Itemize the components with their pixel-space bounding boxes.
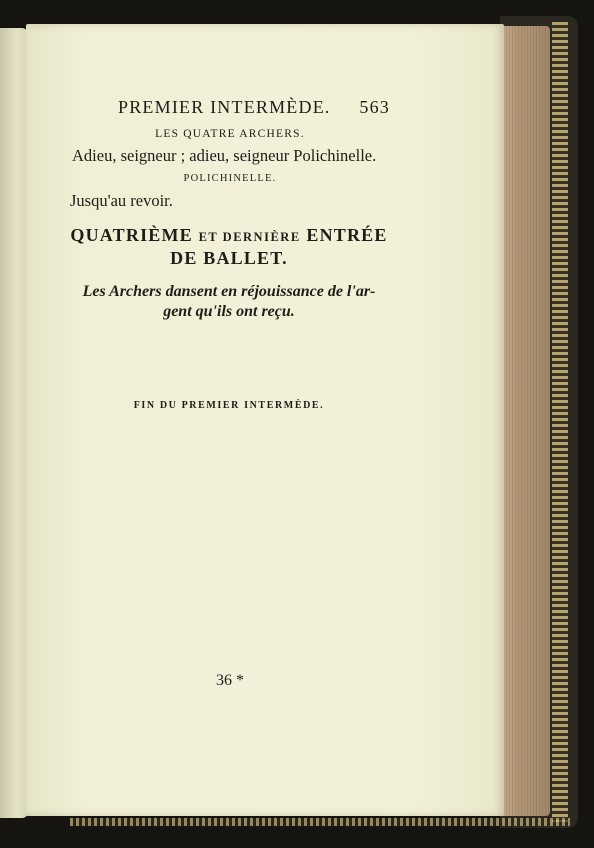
section-title-line-2: DE BALLET.: [170, 248, 288, 268]
dialogue-line: Adieu, seigneur ; adieu, seigneur Polichinelle.: [72, 146, 377, 165]
speaker-name: POLICHINELLE.: [183, 173, 277, 184]
cover-decoration-bottom: [70, 818, 570, 826]
section-title-word: ENTRÉE: [306, 225, 388, 245]
stage-direction-line: gent qu'ils ont reçu.: [163, 303, 295, 320]
end-of-act-note: FIN DU PREMIER INTERMÈDE.: [133, 400, 325, 411]
speaker-name: LES QUATRE ARCHERS.: [155, 128, 305, 140]
running-header: [118, 97, 390, 118]
section-title-small-caps: ET DERNIÈRE: [198, 230, 301, 244]
page-block-edges: [500, 26, 550, 816]
running-title: PREMIER INTERMÈDE.: [118, 97, 331, 117]
stage-direction-line: Les Archers dansent en réjouissance de l'ar-: [82, 283, 376, 300]
left-page-edge: [0, 28, 28, 818]
book-page: [26, 24, 504, 816]
signature-mark: 36 *: [216, 672, 244, 689]
section-title-word: QUATRIÈME: [70, 225, 193, 245]
dialogue-line: Jusqu'au revoir.: [70, 191, 173, 210]
stage-direction: [68, 282, 390, 322]
cover-decoration: [552, 22, 568, 822]
page-number: 563: [359, 97, 390, 117]
section-title: [68, 225, 390, 269]
